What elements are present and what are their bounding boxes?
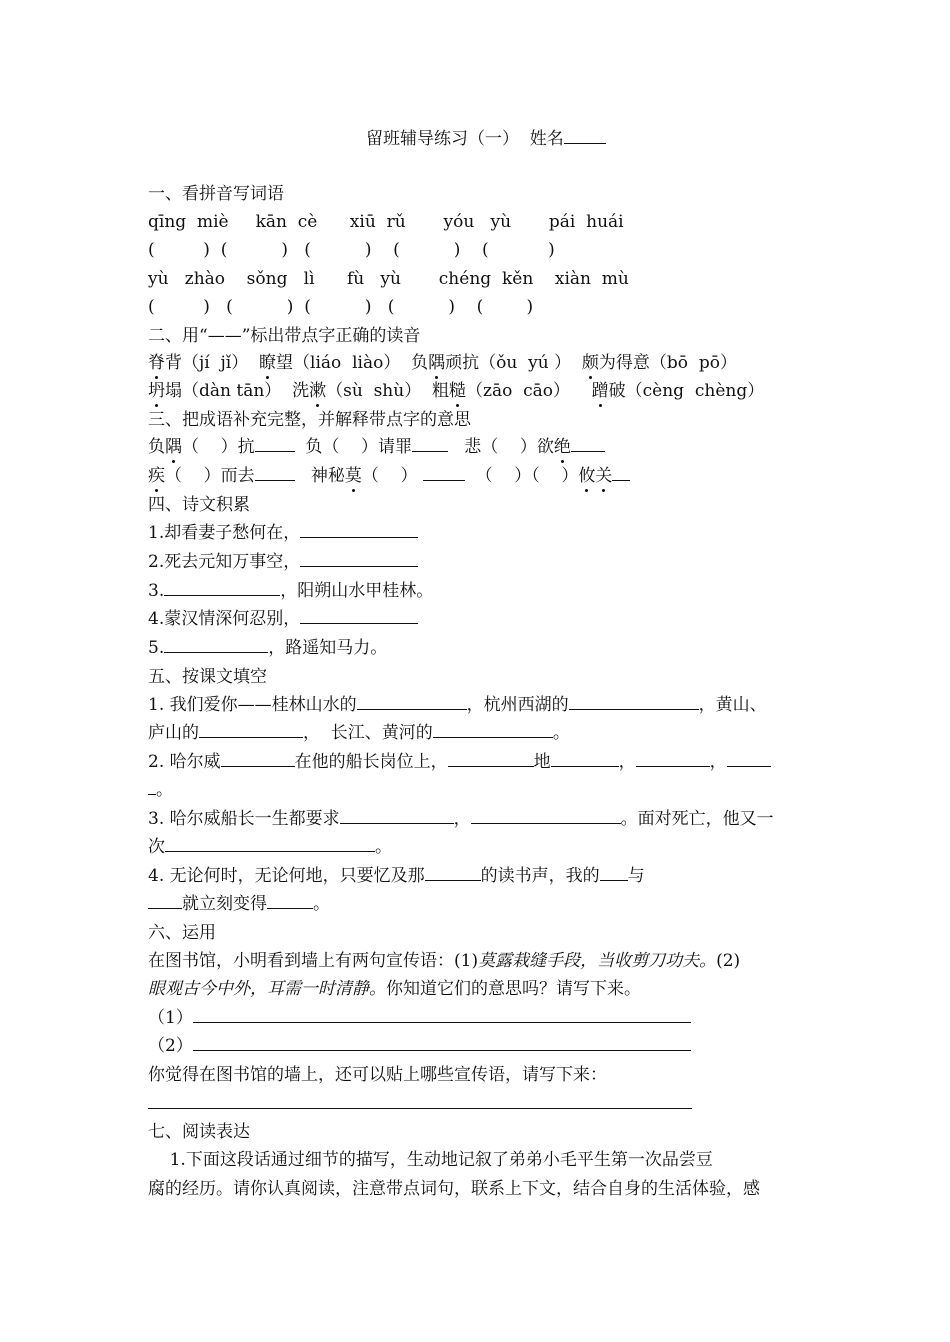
answer-blank[interactable] — [164, 580, 280, 596]
answer-blank[interactable] — [165, 836, 375, 852]
answer-blank[interactable] — [193, 1007, 691, 1023]
dotted-char: 攸 — [578, 466, 596, 486]
poem-item-1[interactable]: 1.却看妻子愁何在， — [148, 522, 418, 544]
fill-question-1-cont[interactable]: 庐山的 ， 长江、黄河的 。 — [148, 723, 570, 743]
answer-blank[interactable] — [412, 436, 448, 452]
answer-blank[interactable] — [255, 436, 295, 452]
answer-blank[interactable] — [300, 608, 418, 624]
section-4-heading: 四、诗文积累 — [148, 495, 250, 515]
fill-question-3[interactable]: 3. 哈尔威船长一生都要求 ， 。面对死亡，他又一 — [148, 809, 774, 829]
dotted-char: 关 — [595, 466, 613, 486]
answer-blank[interactable] — [255, 465, 295, 481]
dotted-char: 绝 — [553, 437, 571, 457]
dotted-char: 脊 — [148, 353, 165, 373]
dotted-char: 隅 — [428, 353, 446, 373]
answer-blank[interactable] — [267, 893, 313, 909]
answer-blank[interactable] — [471, 808, 621, 824]
idiom-line-1[interactable]: 负隅（ ）抗 负（ ）请罪 悲（ ）欲绝 — [148, 436, 605, 458]
answer-blank[interactable] — [448, 751, 534, 767]
answer-brackets-row-2[interactable]: ( ) ( ) ( ) ( ) ( ) — [148, 297, 534, 317]
dotted-char: 颇 — [581, 353, 599, 373]
answer-blank[interactable] — [612, 465, 630, 481]
answer-blank[interactable] — [727, 751, 771, 767]
answer-blank[interactable] — [300, 522, 418, 538]
answer-blank[interactable] — [221, 751, 295, 767]
answer-blank[interactable] — [636, 751, 710, 767]
slogan-question: 你觉得在图书馆的墙上，还可以贴上哪些宣传语，请写下来： — [148, 1065, 607, 1085]
dotted-char: 莫 — [344, 466, 362, 486]
pinyin-row-1: qīng miè kān cè xiū rǔ yóu yù pái huái — [148, 212, 624, 232]
pronunciation-line-1[interactable]: 脊背（jí jǐ） 瞭望（liáo liào） 负隅顽抗（ǒu yú ） 颇为得意（bō pō） — [148, 353, 737, 373]
dotted-char: 瞭 — [259, 353, 277, 373]
pinyin-row-2: yù zhào sǒng lì fù yù chéng kěn xiàn mù — [148, 269, 629, 289]
answer-brackets-row-1[interactable]: ( ) ( ) ( ) ( ) ( ) — [148, 240, 555, 260]
dotted-char: 隅 — [165, 437, 182, 457]
idiom-line-2[interactable]: 疾（ ）而去 神秘莫（ ） （ ）（ ）攸关 — [148, 465, 630, 487]
answer-blank[interactable] — [569, 694, 699, 710]
name-blank[interactable] — [564, 128, 606, 144]
answer-blank[interactable] — [164, 637, 268, 653]
answer-blank[interactable] — [193, 1035, 691, 1051]
fill-question-4[interactable]: 4. 无论何时，无论何地，只要忆及那 的读书声，我的 与 — [148, 866, 645, 886]
reading-paragraph-line-1: 1.下面这段话通过细节的描写，生动地记叙了弟弟小毛平生第一次品尝豆 — [148, 1150, 713, 1170]
dotted-char: 蹭 — [591, 381, 609, 401]
fill-question-2[interactable]: 2. 哈尔威 在他的船长岗位上， 地 ， ， — [148, 751, 771, 773]
slogan-paragraph-line-1: 在图书馆，小明看到墙上有两句宣传语：(1)莫露栽缝手段，当收剪刀功夫。(2) — [148, 951, 741, 971]
poem-item-2[interactable]: 2.死去元知万事空， — [148, 551, 418, 573]
section-1-heading: 一、看拼音写词语 — [148, 184, 284, 204]
page-title: 留班辅导练习（一） 姓名 — [366, 128, 606, 150]
dotted-char: 疾 — [148, 466, 165, 486]
fill-question-3-cont[interactable]: 次 。 — [148, 837, 392, 857]
section-5-heading: 五、按课文填空 — [148, 667, 267, 687]
fill-question-4-cont[interactable]: 就立刻变得 。 — [148, 893, 330, 915]
answer-line-3[interactable] — [148, 1108, 692, 1109]
dotted-char: 糙 — [449, 381, 467, 401]
answer-blank[interactable] — [600, 865, 628, 881]
section-3-heading: 三、把成语补充完整，并解释带点字的意思 — [148, 410, 471, 430]
poem-item-4[interactable]: 4.蒙汉情深何忍别， — [148, 608, 418, 630]
poem-item-5[interactable]: 5. ，路遥知马力。 — [148, 638, 388, 658]
answer-blank[interactable] — [300, 551, 418, 567]
reading-paragraph-line-2: 腐的经历。请你认真阅读，注意带点词句，联系上下文，结合自身的生活体验，感 — [148, 1179, 760, 1199]
answer-blank[interactable] — [340, 808, 454, 824]
answer-blank[interactable] — [571, 436, 605, 452]
answer-line-2[interactable]: （2） — [148, 1035, 691, 1057]
section-6-heading: 六、运用 — [148, 923, 216, 943]
answer-blank[interactable] — [148, 779, 156, 795]
answer-blank[interactable] — [425, 865, 481, 881]
answer-blank[interactable] — [551, 751, 619, 767]
section-2-heading: 二、用“——”标出带点字正确的读音 — [148, 326, 421, 346]
slogan-paragraph-line-2: 眼观古今中外，耳需一时清静。你知道它们的意思吗？请写下来。 — [148, 979, 641, 999]
fill-question-1[interactable]: 1. 我们爱你——桂林山水的 ，杭州西湖的 ，黄山、 — [148, 695, 767, 715]
answer-blank[interactable] — [423, 465, 465, 481]
pronunciation-line-2[interactable]: 坍塌（dàn tān） 洗漱（sù shù） 粗糙（zāo cāo） 蹭破（cèng chèng） — [148, 381, 765, 401]
answer-blank[interactable] — [148, 893, 182, 909]
answer-blank[interactable] — [433, 722, 553, 738]
answer-blank[interactable] — [199, 722, 303, 738]
poem-item-3[interactable]: 3. ，阳朔山水甲桂林。 — [148, 581, 434, 601]
answer-line-1[interactable]: （1） — [148, 1007, 691, 1029]
fill-question-2-cont[interactable]: 。 — [148, 779, 173, 801]
dotted-char: 漱 — [309, 381, 327, 401]
dotted-char: 坍 — [148, 381, 165, 401]
answer-blank[interactable] — [357, 694, 467, 710]
section-7-heading: 七、阅读表达 — [148, 1122, 250, 1142]
